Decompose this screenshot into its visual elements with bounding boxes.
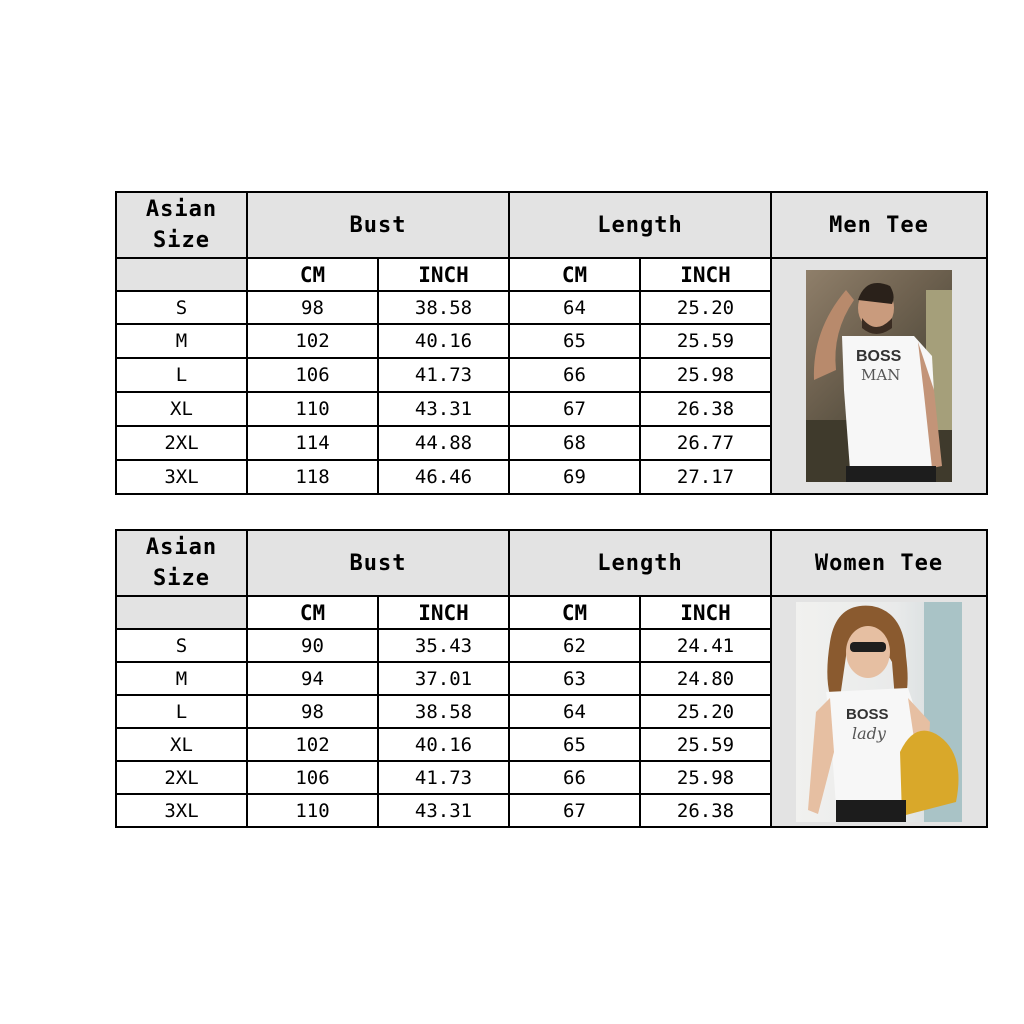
women-size-table (115, 529, 988, 828)
length-inch-cell: 25.98 (640, 358, 771, 392)
bust-inch-cell: 41.73 (378, 358, 509, 392)
size-cell: L (116, 358, 247, 392)
length-header: Length (509, 192, 771, 258)
bust-cm-cell: 114 (247, 426, 378, 460)
length-cm-cell: 65 (509, 728, 640, 761)
size-cell: 2XL (116, 426, 247, 460)
women-shirt-print-line2: lady (852, 723, 886, 743)
women-tee-title: Women Tee (771, 530, 987, 596)
women-tee-photo-cell (771, 596, 987, 827)
length-inch-cell: 25.20 (640, 291, 771, 324)
length-header: Length (509, 530, 771, 596)
bust-inch-cell: 40.16 (378, 324, 509, 358)
men-tee-photo-cell (771, 258, 987, 494)
size-cell: L (116, 695, 247, 728)
asian-size-header: Asian Size (116, 192, 247, 258)
bust-inch-cell: 43.31 (378, 794, 509, 827)
length-cm-cell: 67 (509, 794, 640, 827)
bust-inch-cell: 40.16 (378, 728, 509, 761)
length-inch-cell: 24.80 (640, 662, 771, 695)
length-cm-unit: CM (509, 258, 640, 291)
bust-cm-cell: 90 (247, 629, 378, 662)
length-inch-cell: 25.20 (640, 695, 771, 728)
bust-inch-cell: 35.43 (378, 629, 509, 662)
length-cm-cell: 67 (509, 392, 640, 426)
length-inch-cell: 24.41 (640, 629, 771, 662)
bust-inch-cell: 37.01 (378, 662, 509, 695)
length-cm-cell: 62 (509, 629, 640, 662)
bust-inch-cell: 38.58 (378, 291, 509, 324)
bust-inch-unit: INCH (378, 258, 509, 291)
bust-inch-unit: INCH (378, 596, 509, 629)
length-inch-unit: INCH (640, 596, 771, 629)
size-cell: 2XL (116, 761, 247, 794)
bust-cm-unit: CM (247, 596, 378, 629)
women-shirt-print-line1: BOSS (846, 705, 889, 723)
length-cm-cell: 64 (509, 291, 640, 324)
length-inch-cell: 26.38 (640, 794, 771, 827)
length-inch-cell: 25.98 (640, 761, 771, 794)
men-shirt-print-line1: BOSS (856, 348, 902, 365)
length-inch-cell: 27.17 (640, 460, 771, 494)
bust-cm-cell: 102 (247, 324, 378, 358)
length-inch-cell: 26.38 (640, 392, 771, 426)
length-inch-unit: INCH (640, 258, 771, 291)
bust-cm-cell: 98 (247, 695, 378, 728)
size-cell: M (116, 662, 247, 695)
length-cm-unit: CM (509, 596, 640, 629)
bust-inch-cell: 38.58 (378, 695, 509, 728)
length-cm-cell: 68 (509, 426, 640, 460)
length-cm-cell: 65 (509, 324, 640, 358)
women-tee-photo (796, 602, 962, 822)
asian-size-header: Asian Size (116, 530, 247, 596)
size-cell: M (116, 324, 247, 358)
length-inch-cell: 25.59 (640, 728, 771, 761)
size-cell: 3XL (116, 794, 247, 827)
length-cm-cell: 64 (509, 695, 640, 728)
length-cm-cell: 66 (509, 358, 640, 392)
men-shirt-print-line2: MAN (861, 366, 901, 384)
length-cm-cell: 63 (509, 662, 640, 695)
bust-cm-cell: 94 (247, 662, 378, 695)
bust-header: Bust (247, 192, 509, 258)
bust-inch-cell: 41.73 (378, 761, 509, 794)
size-cell: S (116, 291, 247, 324)
bust-inch-cell: 43.31 (378, 392, 509, 426)
bust-cm-cell: 106 (247, 761, 378, 794)
bust-cm-cell: 110 (247, 392, 378, 426)
bust-cm-cell: 106 (247, 358, 378, 392)
unit-blank-cell (116, 258, 247, 291)
bust-inch-cell: 46.46 (378, 460, 509, 494)
bust-inch-cell: 44.88 (378, 426, 509, 460)
men-tee-title: Men Tee (771, 192, 987, 258)
size-cell: XL (116, 728, 247, 761)
length-inch-cell: 25.59 (640, 324, 771, 358)
size-cell: S (116, 629, 247, 662)
size-cell: 3XL (116, 460, 247, 494)
unit-blank-cell (116, 596, 247, 629)
men-tee-photo (806, 270, 952, 482)
length-cm-cell: 66 (509, 761, 640, 794)
bust-cm-unit: CM (247, 258, 378, 291)
men-size-table (115, 191, 988, 495)
size-cell: XL (116, 392, 247, 426)
bust-header: Bust (247, 530, 509, 596)
bust-cm-cell: 102 (247, 728, 378, 761)
bust-cm-cell: 98 (247, 291, 378, 324)
length-inch-cell: 26.77 (640, 426, 771, 460)
bust-cm-cell: 110 (247, 794, 378, 827)
bust-cm-cell: 118 (247, 460, 378, 494)
length-cm-cell: 69 (509, 460, 640, 494)
